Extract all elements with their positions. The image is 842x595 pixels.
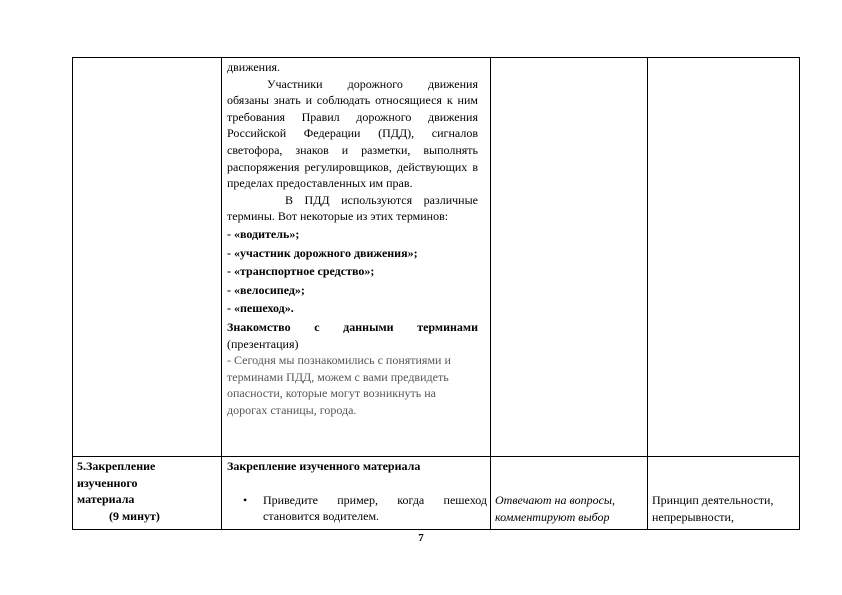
teacher-activity-cell (227, 59, 478, 418)
bullet-text: Приведите пример, когда пешеход становится водителем. (263, 492, 487, 524)
principles-cell (652, 492, 797, 525)
line-end: движения. (227, 60, 281, 74)
stage-title-cell (77, 458, 217, 524)
bullet-dot-icon: • (243, 492, 248, 507)
table-border-top (72, 57, 800, 58)
col-line-3 (647, 57, 648, 530)
stage-title-line: материала (77, 492, 135, 507)
student-activity-text: Отвечают на вопросы, комментируют выбор (495, 493, 616, 524)
student-activity-cell (495, 492, 643, 525)
term-item: - «водитель»; (227, 226, 300, 241)
col-line-0 (72, 57, 73, 530)
lesson-table (72, 57, 800, 530)
stage-content-cell (227, 458, 487, 525)
paragraph-participants: Участники дорожного движения обязаны знать и соблюдать относящиеся к ним требования Правил дорожного движения Российской Федерации (ПДД), сигналов светофора, знаков и разметки, выполнять распоряжения регулировщиков, действующих в пределах предоставленных им прав. (227, 76, 478, 191)
col-line-4 (799, 57, 800, 530)
table-border-bottom (72, 529, 800, 530)
page-number: 7 (418, 532, 424, 544)
col-line-2 (490, 57, 491, 530)
principles-text: Принцип деятельности, непрерывности, (652, 493, 774, 524)
acquaint-heading: Знакомство с данными терминами (227, 319, 478, 334)
acquaint-note: (презентация) (227, 336, 299, 351)
stage-duration: (9 минут) (109, 508, 160, 523)
row-divider (72, 456, 800, 457)
term-item: - «участник дорожного движения»; (227, 245, 418, 260)
stage-heading: Закрепление изученного материала (227, 459, 421, 473)
bullet-item (227, 492, 487, 525)
stage-title-line: изученного (77, 475, 138, 490)
stage-title-line: 5.Закрепление (77, 459, 156, 473)
term-item: - «транспортное средство»; (227, 264, 375, 279)
closing-remark: - Сегодня мы познакомились с понятиями и терминами ПДД, можем с вами предвидеть опасности, которые могут возникнуть на дорогах станицы, города. (227, 353, 451, 417)
term-item: - «пешеход». (227, 301, 294, 316)
paragraph-terms-intro: В ПДД используются различные термины. Вот некоторые из этих терминов: (227, 192, 478, 224)
col-line-1 (221, 57, 222, 530)
term-item: - «велосипед»; (227, 282, 305, 297)
